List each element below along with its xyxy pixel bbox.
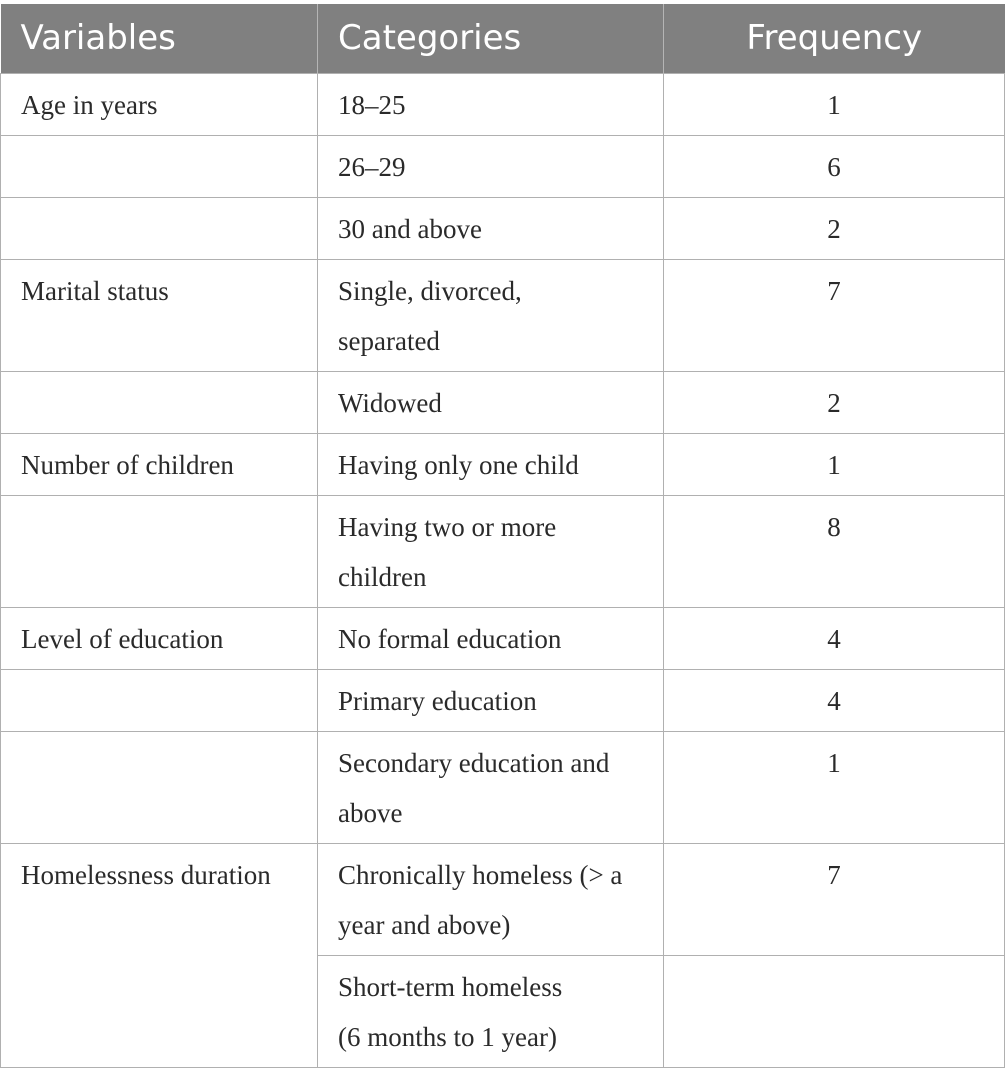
category-line: Chronically homeless (> a (338, 859, 623, 890)
table-row (1, 73, 1005, 135)
table-row (1, 259, 1005, 371)
table-row (1, 495, 1005, 607)
frequency-cell: 7 (664, 259, 1005, 371)
variable-cell: Number of children (1, 433, 318, 495)
category-line: (6 months to 1 year) (338, 1021, 557, 1052)
category-line: Short-term homeless (338, 971, 563, 1002)
category-cell (318, 843, 664, 955)
demographics-table (0, 4, 1005, 1068)
table-row (1, 433, 1005, 495)
category-cell: 18–25 (318, 73, 664, 135)
category-cell (318, 731, 664, 843)
category-cell (318, 495, 664, 607)
category-line: separated (338, 325, 440, 356)
frequency-cell: 1 (664, 433, 1005, 495)
category-line: children (338, 561, 427, 592)
variable-cell (1, 371, 318, 433)
frequency-cell: 4 (664, 607, 1005, 669)
table-row (1, 371, 1005, 433)
category-cell: Widowed (318, 371, 664, 433)
category-cell: Primary education (318, 669, 664, 731)
header-variables: Variables (1, 4, 318, 73)
variable-cell (1, 135, 318, 197)
table-header (1, 4, 1005, 73)
category-cell (318, 259, 664, 371)
frequency-cell: 2 (664, 371, 1005, 433)
variable-cell: Level of education (1, 607, 318, 669)
table-body (1, 73, 1005, 1067)
variable-cell (1, 495, 318, 607)
category-line: Secondary education and (338, 747, 610, 778)
table-row (1, 731, 1005, 843)
category-cell (318, 955, 664, 1067)
category-line: year and above) (338, 909, 511, 940)
category-cell: Having only one child (318, 433, 664, 495)
table-row (1, 843, 1005, 955)
frequency-cell: 7 (664, 843, 1005, 955)
frequency-cell: 2 (664, 197, 1005, 259)
variable-cell: Age in years (1, 73, 318, 135)
category-line: above (338, 797, 403, 828)
frequency-cell: 8 (664, 495, 1005, 607)
table-row (1, 607, 1005, 669)
frequency-cell: 1 (664, 731, 1005, 843)
variable-cell: Marital status (1, 259, 318, 371)
table-row (1, 135, 1005, 197)
category-cell: 30 and above (318, 197, 664, 259)
table-row (1, 197, 1005, 259)
variable-cell (1, 197, 318, 259)
frequency-cell: 6 (664, 135, 1005, 197)
frequency-cell: 4 (664, 669, 1005, 731)
header-row (1, 4, 1005, 73)
category-line: Having two or more (338, 511, 557, 542)
variable-cell (1, 669, 318, 731)
variable-cell: Homelessness duration (1, 843, 318, 1067)
header-frequency: Frequency (664, 4, 1005, 73)
variable-cell (1, 731, 318, 843)
header-categories: Categories (318, 4, 664, 73)
frequency-cell: 1 (664, 73, 1005, 135)
table-row (1, 669, 1005, 731)
category-line: Single, divorced, (338, 275, 522, 306)
category-cell: No formal education (318, 607, 664, 669)
frequency-cell (664, 955, 1005, 1067)
category-cell: 26–29 (318, 135, 664, 197)
